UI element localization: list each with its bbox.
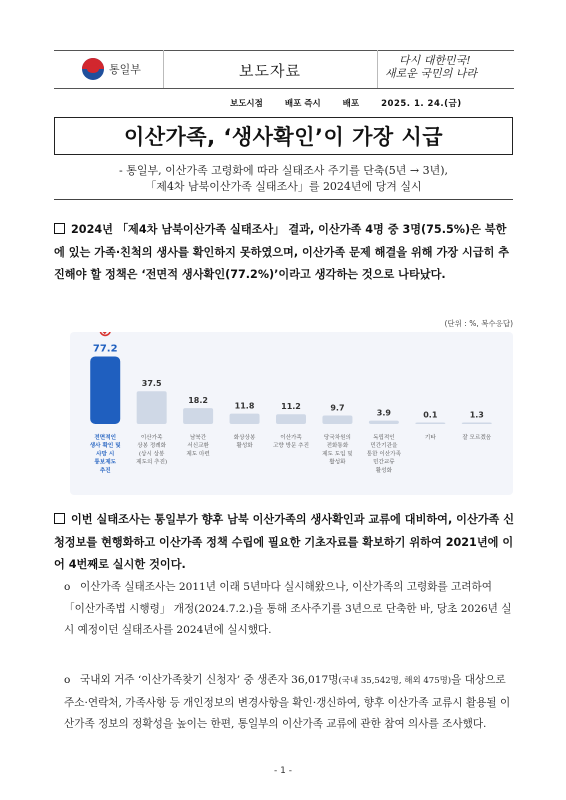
chart-category-label: 통보제도 [94,459,117,466]
chart-value-label: 1.3 [469,410,484,420]
bullet-text: 이산가족 실태조사는 2011년 이래 5년마다 실시해왔으나, 이산가족의 고령화를 고려하여 「이산가족법 시행령」 개정(2024.7.2.)을 통해 조사주기를 3년으로 단축한 바, 당초 2026년 실시 예정이던 실태조사를 2024년에 실시했다. [64,581,512,636]
chart-category-label: 민간기관을 [370,443,398,450]
slogan-line: 새로운 국민의 나라 [385,67,478,80]
square-bullet-icon [54,223,65,234]
chart-bar [322,416,352,424]
chart-category-label: 활성화 [375,467,392,474]
bullet-text: 을 대상으로 주소·연락처, 가족사항 등 개인정보의 변경사항을 확인·갱신하여, 향후 이산가족 교류시 활용될 이산가족 정보의 정확성을 높이는 한편, 통일부의 이산가족 교류에 관한 참여 의사를 조사했다. [64,674,511,730]
lead-paragraph-text: 2024년 「제4차 남북이산가족 실태조사」 결과, 이산가족 4명 중 3명(75.5%)은 북한에 있는 가족·친척의 생사를 확인하지 못하였으며, 이산가족 문제 해결을 위해 가장 시급히 추진해야 할 정책은 ‘전면적 생사확인(77.2%)’이라고 생각하는 것으로 나타났다. [54,223,510,281]
chart-category-label: 고향 방문 추진 [273,443,309,450]
chart-category-label: 서신교환 [187,443,209,450]
chart-value-label: 37.5 [141,379,162,389]
bullet-item [64,670,516,736]
chart-bar [137,391,167,424]
chart-bar [369,421,399,424]
release-value: 배포 즉시 [284,99,321,109]
second-paragraph [54,509,516,577]
lead-paragraph [54,219,516,287]
chart-category-label: 제도 마련 [186,451,210,458]
chart-category-label: 민간교류 [373,459,395,466]
chart-value-label: 9.7 [330,403,345,413]
chart-category-label: (상시 상봉 [138,451,165,458]
chart-category-label: 전화통화 [326,443,349,450]
chart-value-label: 0.1 [423,410,438,420]
chart-category-label: 활성화 [329,459,346,466]
chart-category-label: 이산가족 [140,435,163,441]
bullet-marker: o [64,674,71,686]
distribution-label: 배포 [342,99,360,109]
chart-bar [276,414,306,424]
chart-value-label: 11.8 [234,401,255,411]
chart-category-label: 사망 시 [96,451,115,458]
header-bottom-rule [54,88,514,89]
page-title: 이산가족, ‘생사확인’이 가장 시급 [123,125,444,149]
chart-bar [90,356,120,424]
square-bullet-icon [54,513,65,524]
release-info [230,97,462,109]
bullet-marker: o [64,581,71,593]
chart-category-label: 제도의 추진) [136,459,168,466]
second-paragraph-text: 이번 실태조사는 통일부가 향후 남북 이산가족의 생사확인과 교류에 대비하여, 이산가족 신청정보를 현행화하고 이산가족 정책 수립에 필요한 기초자료를 확보하기 위하여 2021년에 이어 4번째로 실시한 것이다. [54,513,515,571]
chart-category-label: 남북간 [190,435,207,441]
taegeuk-icon [82,58,104,80]
chart-category-label: 제도 도입 및 [322,451,353,458]
chart-bar [230,414,260,424]
chart-value-label: 18.2 [188,396,208,406]
bullet-text-small: (국내 35,542명, 해외 475명) [338,676,452,686]
survey-bar-chart [70,332,513,495]
chart-bar [183,408,213,424]
chart-category-label: 잘 모르겠음 [462,435,492,441]
chart-category-label: 생사 확인 및 [89,443,121,450]
chart-value-label: 77.2 [92,343,118,355]
unit-note: (단위 : %, 복수응답) [444,319,513,328]
release-label: 보도시점 [230,99,263,109]
chart-category-label: 전면적인 [94,435,117,441]
chart-canvas [70,332,513,495]
bullet-item [64,577,516,642]
chart-category-label: 독립적인 [373,435,395,441]
header-divider [377,50,378,88]
chart-category-label: 기타 [424,435,436,441]
ministry-name: 통일부 [109,63,141,76]
subtitle-line: - 통일부, 이산가족 고령화에 따라 실태조사 주기를 단축(5년 → 3년), [119,164,448,177]
chart-value-label: 11.2 [281,402,301,412]
chart-category-label: 당국차원의 [323,435,351,441]
chart-category-label: 통한 이산가족 [366,451,401,458]
subtitle-line: 「제4차 남북이산가족 실태조사」를 2024년에 당겨 실시 [145,180,422,193]
chart-category-label: 상봉 정례화 [137,443,167,450]
header-top-rule [54,50,514,51]
slogan-signature [385,54,505,86]
chart-bar [462,423,492,425]
chart-value-label: 3.9 [376,408,391,418]
ministry-logo [82,58,141,80]
chart-category-label: 추진 [99,467,111,474]
slogan-line: 다시 대한민국! [399,54,471,67]
distribution-date: 2025. 1. 24.(금) [381,99,462,109]
bullet-text: 국내외 거주 ‘이산가족찾기 신청자’ 중 생존자 36,017명 [80,674,339,686]
chart-category-label: 활성화 [236,443,253,450]
chart-bar [415,423,445,425]
chart-category-label: 화상상봉 [233,435,256,441]
title-divider [54,199,513,200]
document-type: 보도자료 [239,62,301,80]
chart-category-label: 이산가족 [280,435,302,441]
page-number: - 1 - [274,766,292,776]
